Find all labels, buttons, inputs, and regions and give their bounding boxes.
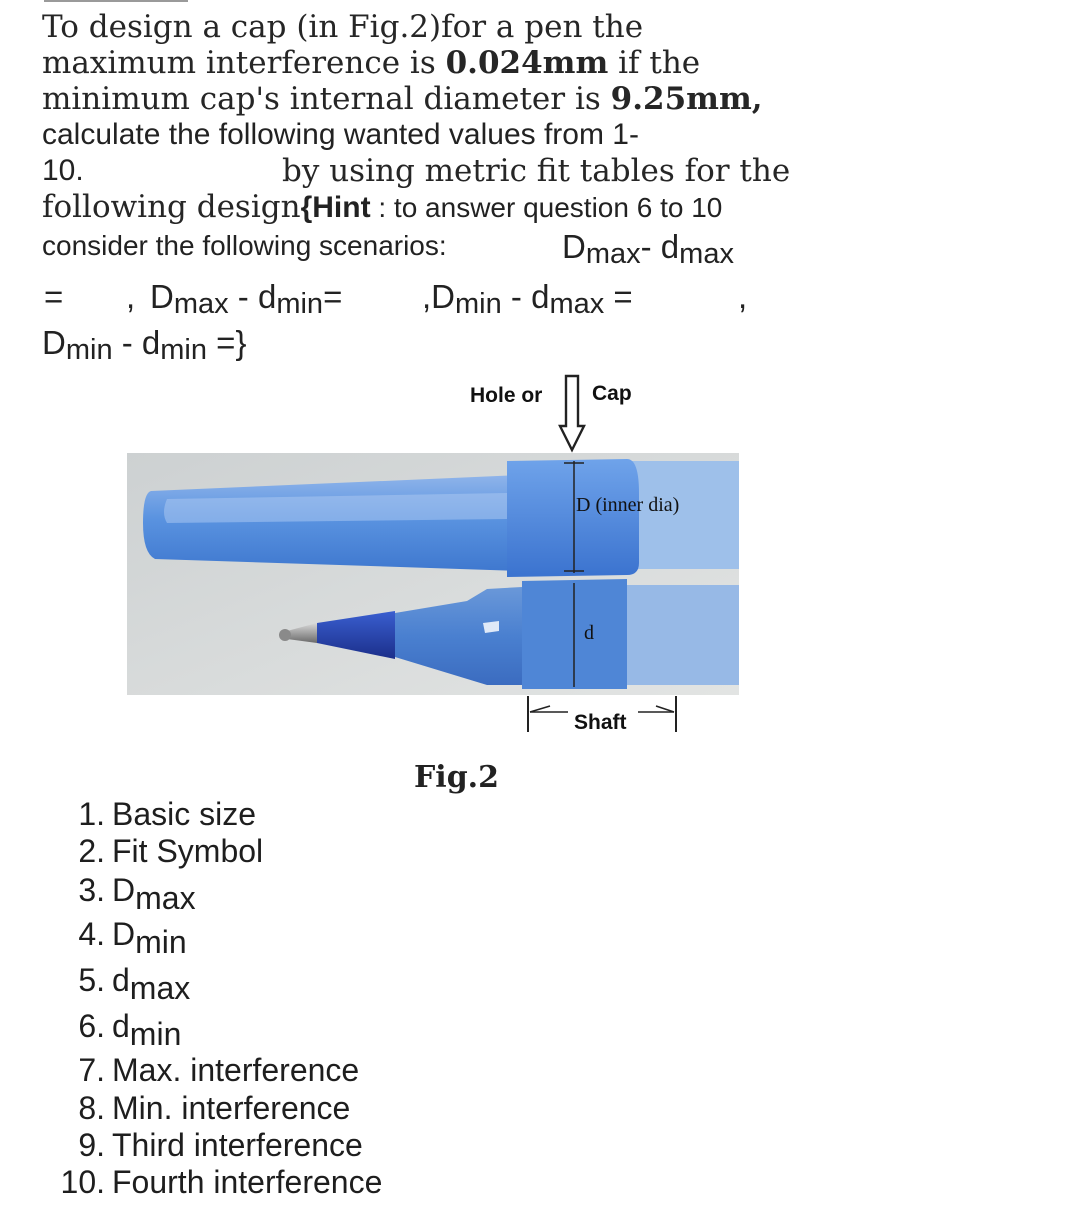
list-item: 2. Fit Symbol [78, 833, 264, 869]
problem-line-8e: , [738, 278, 748, 315]
problem-line-5a: 10. [42, 154, 84, 187]
list-item: 3. Dmax [78, 872, 196, 916]
inner-dia-label: D (inner dia) [576, 494, 680, 516]
problem-line-7b: Dmax- dmax [562, 228, 734, 270]
list-item: 8. Min. interference [78, 1090, 351, 1126]
problem-line-4: calculate the following wanted values from 1- [42, 118, 639, 151]
shaft-d-label: d [584, 622, 594, 644]
hole-label: Hole or [470, 384, 543, 407]
problem-line-8a: = [44, 278, 64, 315]
list-item: 10. Fourth interference [60, 1164, 383, 1200]
problem-line-3: minimum cap's internal diameter is 9.25mm, [42, 81, 763, 117]
problem-line-5b: by using metric fit tables for the [282, 153, 791, 189]
down-arrow-icon [558, 374, 586, 454]
problem-line-1: To design a cap (in Fig.2)for a pen the [42, 9, 644, 45]
figure-caption: Fig.2 [414, 760, 499, 795]
list-item: 4. Dmin [78, 916, 187, 960]
cap-label: Cap [592, 382, 632, 405]
list-item: 7. Max. interference [78, 1052, 360, 1088]
problem-line-8b: , [126, 278, 136, 315]
problem-line-8c: Dmax - dmin= [150, 278, 343, 320]
shaft-label: Shaft [574, 711, 627, 734]
top-rule [44, 0, 188, 2]
list-item: 9. Third interference [78, 1127, 363, 1163]
list-item: 5. dmax [78, 962, 191, 1006]
problem-line-2: maximum interference is 0.024mm if the [42, 45, 701, 81]
problem-line-6: following design{Hint : to answer question 6 to 10 [42, 189, 723, 225]
problem-line-9: Dmin - dmin =} [42, 324, 247, 366]
list-item: 1. Basic size [78, 796, 257, 832]
problem-line-8d: ,Dmin - dmax = [422, 278, 633, 320]
problem-line-7a: consider the following scenarios: [42, 230, 447, 261]
pen-photo [127, 453, 739, 695]
list-item: 6. dmin [78, 1008, 182, 1052]
